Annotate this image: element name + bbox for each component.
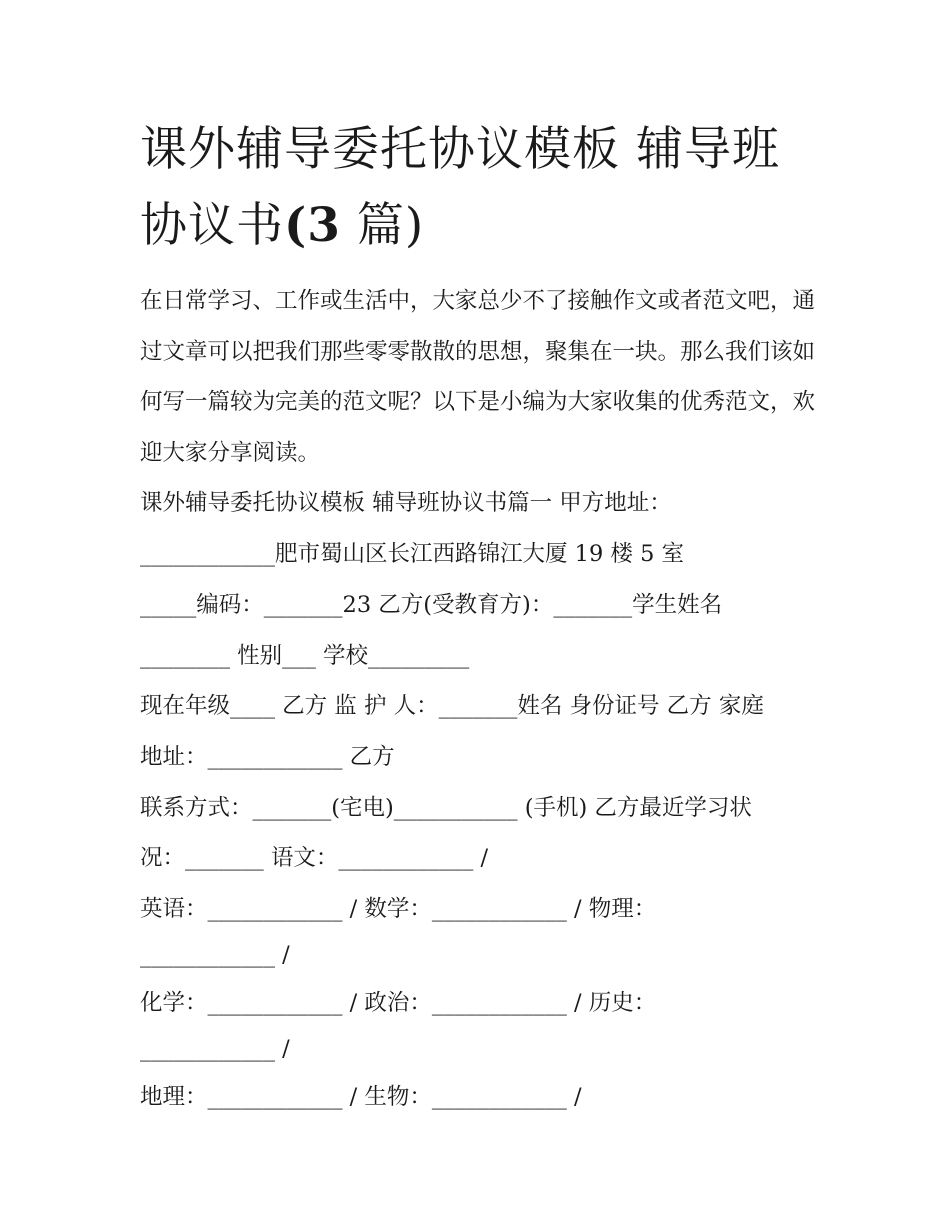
title-line-1: 课外辅导委托协议模板 辅导班 — [140, 122, 780, 177]
body-line-1: 课外辅导委托协议模板 辅导班协议书篇一 甲方地址： — [140, 490, 672, 516]
title-line-2-prefix: 协议书 — [140, 198, 284, 253]
body-line-13: 地理：____________ / 生物：____________ / — [140, 1084, 582, 1110]
body-line-10: ____________ / — [140, 942, 290, 968]
body-line-5: 现在年级____ 乙方 监 护 人：_______姓名 身份证号 乙方 家庭 — [140, 693, 764, 719]
body-line-3: _____编码：_______23 乙方(受教育方)：_______学生姓名 — [140, 592, 723, 618]
body-line-4: ________ 性别___ 学校_________ — [140, 643, 470, 669]
body-line-2: ____________肥市蜀山区长江西路锦江大厦 19 楼 5 室 — [140, 541, 685, 567]
body-line-12: ____________ / — [140, 1036, 290, 1062]
body-line-8: 况：_______ 语文：____________ / — [140, 845, 489, 871]
title-line-2-count: (3 — [284, 198, 341, 253]
title-line-2-suffix: 篇) — [340, 198, 425, 253]
document-title — [140, 112, 820, 264]
body-line-6: 地址：____________ 乙方 — [140, 744, 395, 770]
body-line-7: 联系方式：_______(宅电)___________ (手机) 乙方最近学习状 — [140, 795, 752, 821]
body-line-9: 英语：____________ / 数学：____________ / 物理： — [140, 896, 657, 922]
intro-paragraph: 在日常学习、工作或生活中，大家总少不了接触作文或者范文吧，通过文章可以把我们那些零零散散的思想，聚集在一块。那么我们该如何写一篇较为完美的范文呢？以下是小编为大家收集的优秀范文，欢迎大家分享阅读。 — [140, 288, 816, 466]
body-line-11: 化学：____________ / 政治：____________ / 历史： — [140, 990, 657, 1016]
